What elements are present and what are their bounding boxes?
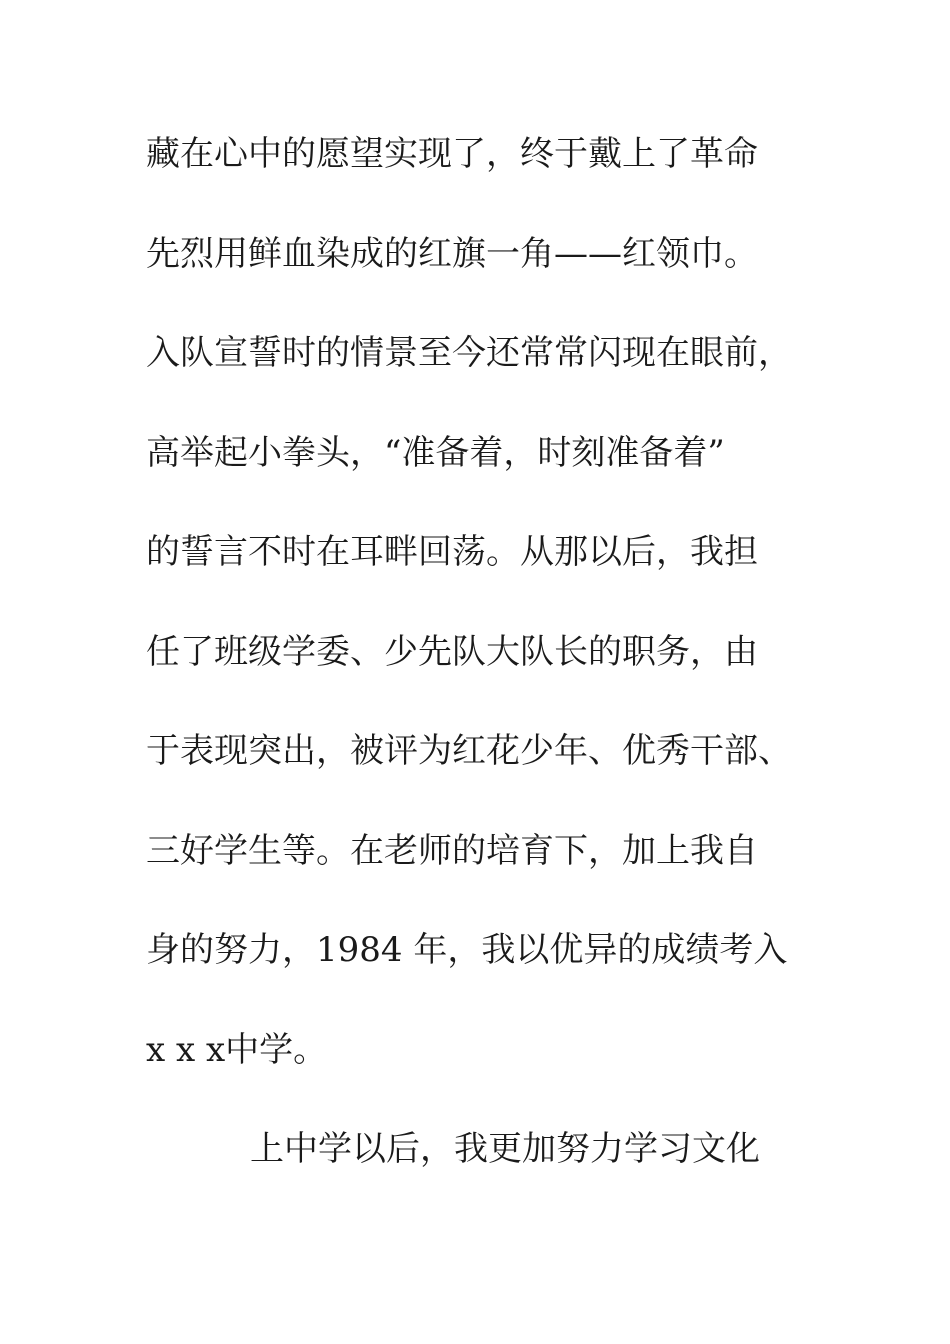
- text-line: 高举起小拳头，“准备着，时刻准备着”: [146, 432, 725, 473]
- text-line: 身的努力，1984 年，我以优异的成绩考入: [146, 930, 788, 970]
- text-line: 三好学生等。在老师的培育下，加上我自: [146, 830, 758, 871]
- body-text: [146, 120, 826, 1215]
- text-line: 于表现突出，被评为红花少年、优秀干部、: [146, 731, 792, 771]
- text-line: 任了班级学委、少先队大队长的职务，由: [146, 631, 758, 672]
- text-line: 藏在心中的愿望实现了，终于戴上了革命: [146, 134, 758, 174]
- text-line: 的誓言不时在耳畔回荡。从那以后，我担: [146, 532, 758, 572]
- text-line: 先烈用鲜血染成的红旗一角——红领巾。: [146, 233, 758, 274]
- text-line: 入队宣誓时的情景至今还常常闪现在眼前，: [146, 333, 792, 373]
- text-line: x x x中学。: [146, 1029, 328, 1070]
- paragraph-start-line: 上中学以后，我更加努力学习文化: [250, 1129, 760, 1169]
